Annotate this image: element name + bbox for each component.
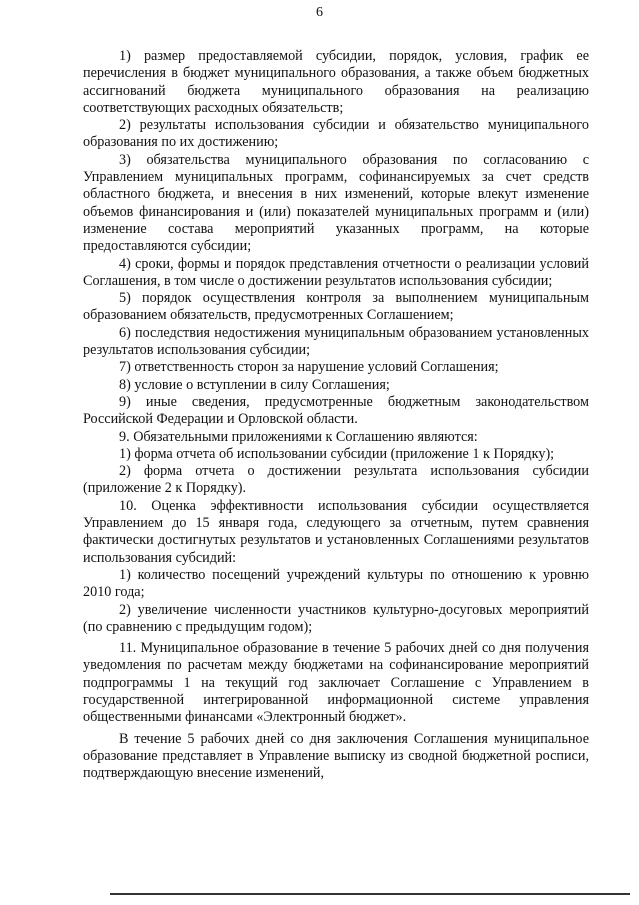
appendix-item-1: 1) форма отчета об использовании субсидии (приложение 1 к Порядку);	[119, 445, 555, 462]
indicator-item-2: 2) увеличение численности участников культурно-досуговых мероприятий (по сравнению с предыдущим годом);	[83, 601, 589, 635]
appendix-item-2: 2) форма отчета о достижении результата использования субсидии (приложение 2 к Порядку).	[83, 463, 589, 497]
paragraph-item-6: 6) последствия недостижения муниципальным образованием установленных результатов использования субсидии;	[83, 324, 589, 359]
document-body	[83, 48, 589, 782]
closing-paragraph: В течение 5 рабочих дней со дня заключения Соглашения муниципальное образование представляет в Управление выписку из сводной бюджетной росписи, подтверждающую внесение изменений,	[83, 730, 589, 782]
indicator-item-1: 1) количество посещений учреждений культуры по отношению к уровню 2010 года;	[83, 566, 589, 601]
section-10-paragraph: 10. Оценка эффективности использования субсидии осуществляется Управлением до 15 января года, следующего за отчетным, путем сравнения фактически достигнутых результатов и установленных Соглашениями результатов использования субсидий:	[83, 497, 589, 566]
paragraph-item-5: 5) порядок осуществления контроля за выполнением муниципальным образованием обязательств, предусмотренных Соглашением;	[83, 290, 589, 324]
paragraph-item-8: 8) условие о вступлении в силу Соглашения;	[119, 376, 390, 393]
paragraph-item-9: 9) иные сведения, предусмотренные бюджетным законодательством Российской Федерации и Орловской области.	[83, 393, 589, 428]
paragraph-item-3: 3) обязательства муниципального образования по согласованию с Управлением муниципальных программ, софинансируемых за счет средств областного бюджета, и внесения в них изменений, которые влекут изменение объемов финансирования и (или) показателей муниципальных программ и (или) изменение состава мероприятий указанных программ, на которые предоставляются субсидии;	[83, 151, 589, 255]
paragraph-item-7: 7) ответственность сторон за нарушение условий Соглашения;	[119, 359, 499, 376]
section-11-paragraph: 11. Муниципальное образование в течение 5 рабочих дней со дня получения уведомления по расчетам между бюджетами на софинансирование мероприятий подпрограммы 1 на текущий год заключает Соглашение с Управлением в государственной интегрированной информационной системе управления общественными финансами «Электронный бюджет».	[83, 640, 589, 726]
paragraph-item-2: 2) результаты использования субсидии и обязательство муниципального образования по их достижению;	[83, 117, 589, 151]
paragraph-item-1: 1) размер предоставляемой субсидии, порядок, условия, график ее перечисления в бюджет муниципального образования, а также объем бюджетных ассигнований бюджета муниципального образования на реализацию соответствующих расходных обязательств;	[83, 48, 589, 116]
page-number: 6	[316, 5, 323, 20]
bottom-scan-line	[110, 893, 630, 895]
section-9-heading: 9. Обязательными приложениями к Соглашению являются:	[119, 428, 478, 445]
paragraph-item-4: 4) сроки, формы и порядок представления отчетности о реализации условий Соглашения, в том числе о достижении результатов использования субсидии;	[83, 255, 589, 289]
